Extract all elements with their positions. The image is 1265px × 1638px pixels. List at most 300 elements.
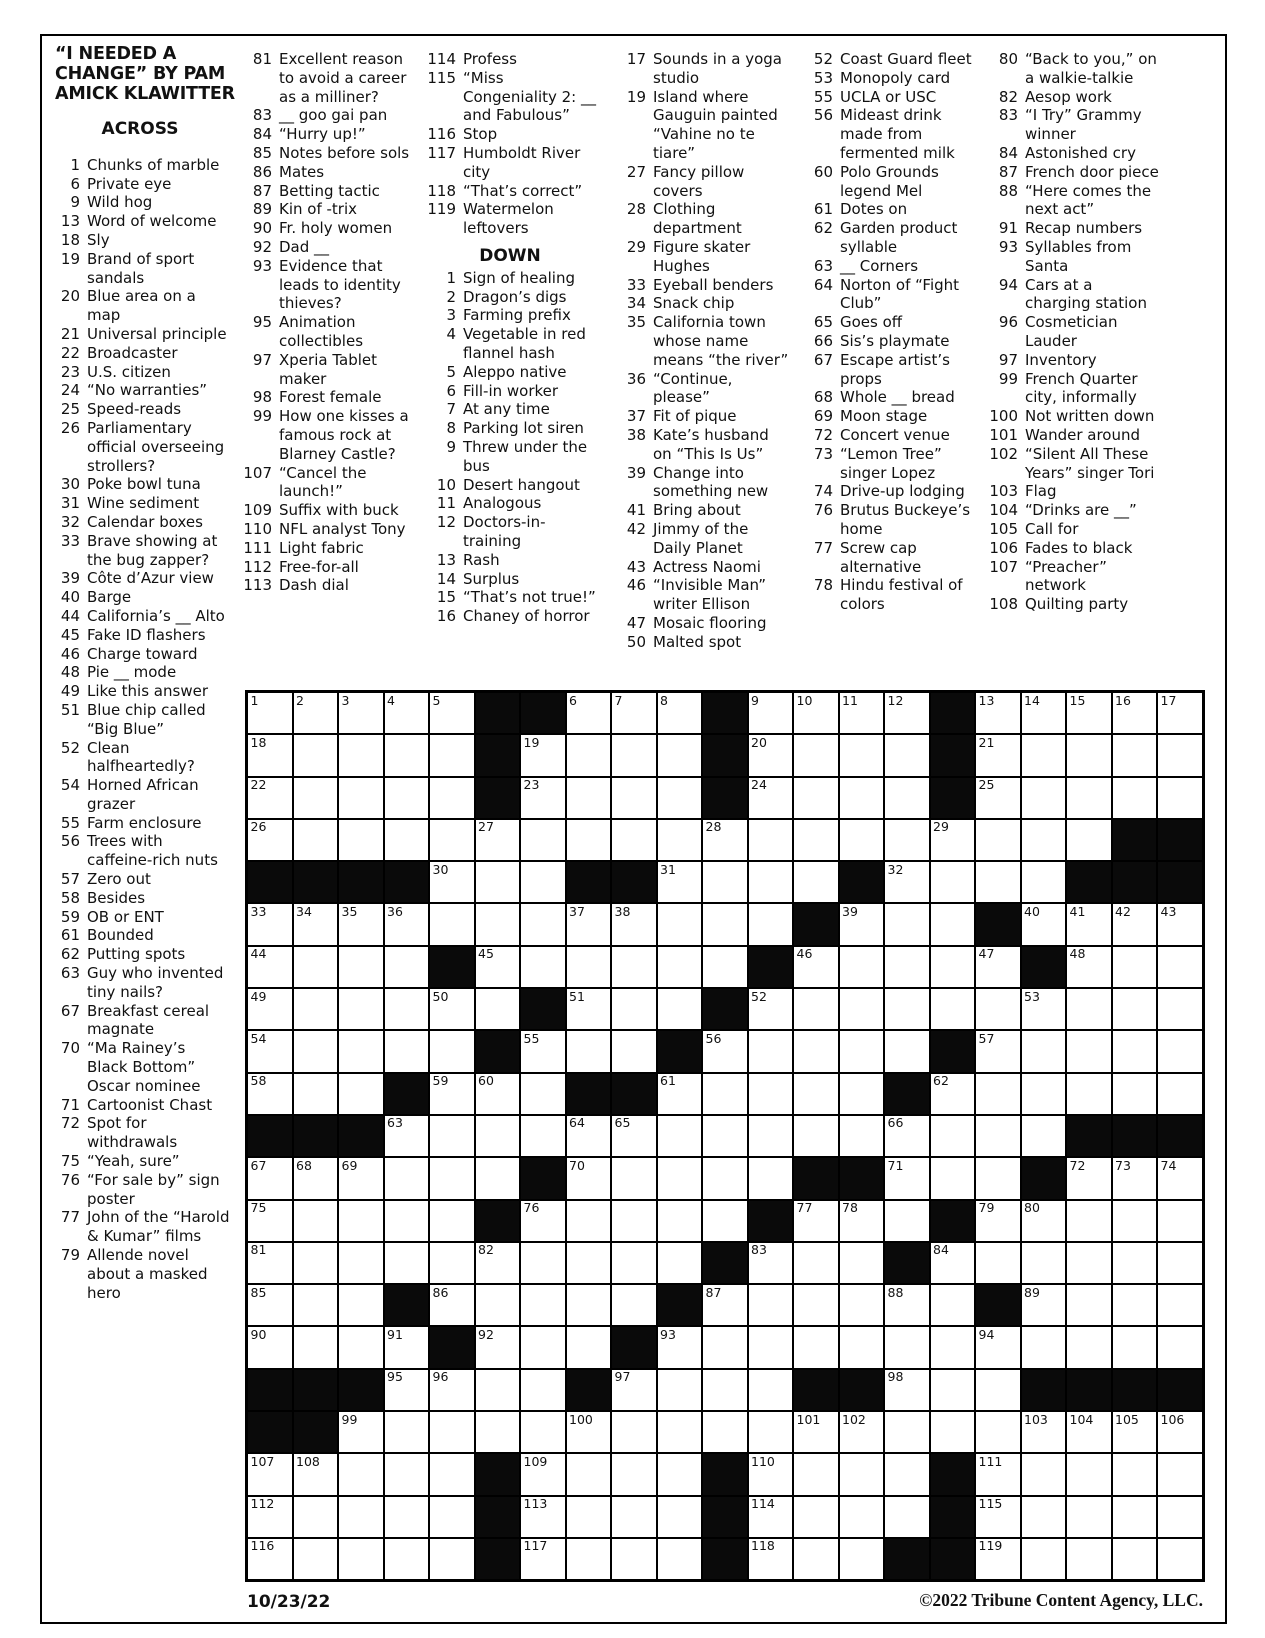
grid-cell[interactable] <box>567 778 611 818</box>
grid-cell[interactable] <box>567 989 611 1029</box>
grid-cell[interactable] <box>885 735 929 775</box>
grid-cell[interactable] <box>521 820 565 860</box>
grid-cell[interactable] <box>476 1074 520 1114</box>
grid-cell[interactable] <box>521 735 565 775</box>
grid-cell[interactable] <box>248 1454 292 1494</box>
grid-cell[interactable] <box>749 1370 793 1410</box>
grid-cell[interactable] <box>794 862 838 902</box>
grid-cell[interactable] <box>885 1327 929 1367</box>
grid-cell[interactable] <box>749 1497 793 1537</box>
grid-cell[interactable] <box>1022 904 1066 944</box>
grid-cell[interactable] <box>430 989 474 1029</box>
grid-cell[interactable] <box>1158 778 1202 818</box>
grid-cell[interactable] <box>430 1158 474 1198</box>
grid-cell[interactable] <box>567 1243 611 1283</box>
grid-cell[interactable] <box>1158 947 1202 987</box>
grid-cell[interactable] <box>840 1116 884 1156</box>
grid-cell[interactable] <box>931 1243 975 1283</box>
grid-cell[interactable] <box>1113 1158 1157 1198</box>
grid-cell[interactable] <box>1158 1074 1202 1114</box>
grid-cell[interactable] <box>1067 1243 1111 1283</box>
grid-cell[interactable] <box>385 820 429 860</box>
grid-cell[interactable] <box>430 778 474 818</box>
grid-cell[interactable] <box>294 1327 338 1367</box>
grid-cell[interactable] <box>976 947 1020 987</box>
grid-cell[interactable] <box>1158 904 1202 944</box>
grid-cell[interactable] <box>840 735 884 775</box>
grid-cell[interactable] <box>840 947 884 987</box>
grid-cell[interactable] <box>430 735 474 775</box>
grid-cell[interactable] <box>703 1327 747 1367</box>
grid-cell[interactable] <box>1022 1031 1066 1071</box>
grid-cell[interactable] <box>430 1116 474 1156</box>
grid-cell[interactable] <box>1158 1285 1202 1325</box>
grid-cell[interactable] <box>794 1412 838 1452</box>
grid-cell[interactable] <box>430 1243 474 1283</box>
grid-cell[interactable] <box>976 1412 1020 1452</box>
grid-cell[interactable] <box>1022 989 1066 1029</box>
grid-cell[interactable] <box>1022 1201 1066 1241</box>
grid-cell[interactable] <box>885 989 929 1029</box>
grid-cell[interactable] <box>885 862 929 902</box>
grid-cell[interactable] <box>1158 989 1202 1029</box>
grid-cell[interactable] <box>840 989 884 1029</box>
grid-cell[interactable] <box>976 1497 1020 1537</box>
grid-cell[interactable] <box>1067 989 1111 1029</box>
grid-cell[interactable] <box>248 735 292 775</box>
grid-cell[interactable] <box>385 1539 429 1579</box>
grid-cell[interactable] <box>248 1243 292 1283</box>
grid-cell[interactable] <box>1113 1412 1157 1452</box>
grid-cell[interactable] <box>385 693 429 733</box>
grid-cell[interactable] <box>658 1158 702 1198</box>
grid-cell[interactable] <box>976 989 1020 1029</box>
grid-cell[interactable] <box>931 1158 975 1198</box>
grid-cell[interactable] <box>1067 1412 1111 1452</box>
grid-cell[interactable] <box>749 1243 793 1283</box>
grid-cell[interactable] <box>612 947 656 987</box>
grid-cell[interactable] <box>339 820 383 860</box>
grid-cell[interactable] <box>749 1116 793 1156</box>
grid-cell[interactable] <box>385 947 429 987</box>
grid-cell[interactable] <box>612 1116 656 1156</box>
grid-cell[interactable] <box>294 904 338 944</box>
grid-cell[interactable] <box>339 1031 383 1071</box>
grid-cell[interactable] <box>248 1031 292 1071</box>
grid-cell[interactable] <box>885 1412 929 1452</box>
grid-cell[interactable] <box>749 820 793 860</box>
grid-cell[interactable] <box>658 1327 702 1367</box>
grid-cell[interactable] <box>658 1454 702 1494</box>
grid-cell[interactable] <box>931 904 975 944</box>
grid-cell[interactable] <box>1022 1116 1066 1156</box>
grid-cell[interactable] <box>612 1497 656 1537</box>
grid-cell[interactable] <box>476 1158 520 1198</box>
grid-cell[interactable] <box>658 693 702 733</box>
grid-cell[interactable] <box>1113 1454 1157 1494</box>
grid-cell[interactable] <box>794 778 838 818</box>
grid-cell[interactable] <box>1022 735 1066 775</box>
grid-cell[interactable] <box>567 1327 611 1367</box>
grid-cell[interactable] <box>339 947 383 987</box>
grid-cell[interactable] <box>658 1370 702 1410</box>
grid-cell[interactable] <box>794 1454 838 1494</box>
grid-cell[interactable] <box>612 1158 656 1198</box>
grid-cell[interactable] <box>885 947 929 987</box>
grid-cell[interactable] <box>749 1454 793 1494</box>
grid-cell[interactable] <box>976 1243 1020 1283</box>
grid-cell[interactable] <box>521 778 565 818</box>
grid-cell[interactable] <box>521 1074 565 1114</box>
grid-cell[interactable] <box>749 989 793 1029</box>
grid-cell[interactable] <box>612 1031 656 1071</box>
grid-cell[interactable] <box>794 1327 838 1367</box>
grid-cell[interactable] <box>931 1412 975 1452</box>
grid-cell[interactable] <box>612 1370 656 1410</box>
grid-cell[interactable] <box>1113 1497 1157 1537</box>
grid-cell[interactable] <box>931 1370 975 1410</box>
grid-cell[interactable] <box>658 1539 702 1579</box>
grid-cell[interactable] <box>840 1074 884 1114</box>
grid-cell[interactable] <box>1158 1454 1202 1494</box>
grid-cell[interactable] <box>521 947 565 987</box>
grid-cell[interactable] <box>658 1116 702 1156</box>
grid-cell[interactable] <box>794 1285 838 1325</box>
grid-cell[interactable] <box>521 1201 565 1241</box>
grid-cell[interactable] <box>385 1454 429 1494</box>
grid-cell[interactable] <box>703 1158 747 1198</box>
grid-cell[interactable] <box>1067 1201 1111 1241</box>
grid-cell[interactable] <box>339 989 383 1029</box>
grid-cell[interactable] <box>567 820 611 860</box>
grid-cell[interactable] <box>612 1412 656 1452</box>
grid-cell[interactable] <box>794 1116 838 1156</box>
grid-cell[interactable] <box>567 947 611 987</box>
grid-cell[interactable] <box>567 1454 611 1494</box>
grid-cell[interactable] <box>1067 820 1111 860</box>
grid-cell[interactable] <box>703 1116 747 1156</box>
grid-cell[interactable] <box>703 904 747 944</box>
grid-cell[interactable] <box>521 1243 565 1283</box>
grid-cell[interactable] <box>294 1285 338 1325</box>
grid-cell[interactable] <box>1113 1074 1157 1114</box>
grid-cell[interactable] <box>703 1412 747 1452</box>
grid-cell[interactable] <box>658 862 702 902</box>
grid-cell[interactable] <box>521 1454 565 1494</box>
grid-cell[interactable] <box>1022 1454 1066 1494</box>
grid-cell[interactable] <box>1022 1243 1066 1283</box>
grid-cell[interactable] <box>976 1370 1020 1410</box>
grid-cell[interactable] <box>1067 1539 1111 1579</box>
grid-cell[interactable] <box>749 693 793 733</box>
grid-cell[interactable] <box>339 1454 383 1494</box>
grid-cell[interactable] <box>476 1243 520 1283</box>
grid-cell[interactable] <box>703 820 747 860</box>
grid-cell[interactable] <box>476 1412 520 1452</box>
grid-cell[interactable] <box>294 989 338 1029</box>
grid-cell[interactable] <box>248 1539 292 1579</box>
grid-cell[interactable] <box>840 1412 884 1452</box>
grid-cell[interactable] <box>976 1116 1020 1156</box>
grid-cell[interactable] <box>567 1031 611 1071</box>
grid-cell[interactable] <box>385 735 429 775</box>
grid-cell[interactable] <box>794 1539 838 1579</box>
grid-cell[interactable] <box>1113 1243 1157 1283</box>
grid-cell[interactable] <box>1158 1158 1202 1198</box>
grid-cell[interactable] <box>976 778 1020 818</box>
grid-cell[interactable] <box>658 1412 702 1452</box>
grid-cell[interactable] <box>749 1031 793 1071</box>
grid-cell[interactable] <box>521 1285 565 1325</box>
grid-cell[interactable] <box>1158 1031 1202 1071</box>
grid-cell[interactable] <box>840 1285 884 1325</box>
grid-cell[interactable] <box>521 904 565 944</box>
grid-cell[interactable] <box>430 1412 474 1452</box>
grid-cell[interactable] <box>521 862 565 902</box>
grid-cell[interactable] <box>567 1116 611 1156</box>
grid-cell[interactable] <box>476 1327 520 1367</box>
grid-cell[interactable] <box>749 1412 793 1452</box>
grid-cell[interactable] <box>885 1201 929 1241</box>
grid-cell[interactable] <box>703 1074 747 1114</box>
grid-cell[interactable] <box>294 1158 338 1198</box>
grid-cell[interactable] <box>430 862 474 902</box>
grid-cell[interactable] <box>840 820 884 860</box>
grid-cell[interactable] <box>658 1201 702 1241</box>
grid-cell[interactable] <box>430 1031 474 1071</box>
grid-cell[interactable] <box>1067 1497 1111 1537</box>
grid-cell[interactable] <box>749 862 793 902</box>
grid-cell[interactable] <box>1158 735 1202 775</box>
grid-cell[interactable] <box>1113 1285 1157 1325</box>
grid-cell[interactable] <box>567 1539 611 1579</box>
grid-cell[interactable] <box>339 735 383 775</box>
grid-cell[interactable] <box>703 1370 747 1410</box>
grid-cell[interactable] <box>430 693 474 733</box>
grid-cell[interactable] <box>749 1285 793 1325</box>
grid-cell[interactable] <box>885 1454 929 1494</box>
grid-cell[interactable] <box>976 862 1020 902</box>
grid-cell[interactable] <box>385 904 429 944</box>
grid-cell[interactable] <box>521 1539 565 1579</box>
grid-cell[interactable] <box>385 1116 429 1156</box>
grid-cell[interactable] <box>567 904 611 944</box>
grid-cell[interactable] <box>1022 820 1066 860</box>
grid-cell[interactable] <box>1022 1497 1066 1537</box>
grid-cell[interactable] <box>612 1243 656 1283</box>
grid-cell[interactable] <box>385 1327 429 1367</box>
grid-cell[interactable] <box>521 1327 565 1367</box>
grid-cell[interactable] <box>931 862 975 902</box>
grid-cell[interactable] <box>1067 1074 1111 1114</box>
grid-cell[interactable] <box>658 947 702 987</box>
grid-cell[interactable] <box>931 1074 975 1114</box>
grid-cell[interactable] <box>794 1243 838 1283</box>
grid-cell[interactable] <box>430 1201 474 1241</box>
grid-cell[interactable] <box>1022 1539 1066 1579</box>
grid-cell[interactable] <box>1158 1243 1202 1283</box>
grid-cell[interactable] <box>794 735 838 775</box>
grid-cell[interactable] <box>385 989 429 1029</box>
grid-cell[interactable] <box>1158 1201 1202 1241</box>
grid-cell[interactable] <box>294 735 338 775</box>
grid-cell[interactable] <box>749 904 793 944</box>
grid-cell[interactable] <box>339 904 383 944</box>
grid-cell[interactable] <box>931 1116 975 1156</box>
grid-cell[interactable] <box>339 1412 383 1452</box>
grid-cell[interactable] <box>794 947 838 987</box>
grid-cell[interactable] <box>885 1158 929 1198</box>
grid-cell[interactable] <box>430 1285 474 1325</box>
grid-cell[interactable] <box>294 1074 338 1114</box>
grid-cell[interactable] <box>248 1201 292 1241</box>
grid-cell[interactable] <box>703 947 747 987</box>
grid-cell[interactable] <box>976 1327 1020 1367</box>
grid-cell[interactable] <box>794 1201 838 1241</box>
grid-cell[interactable] <box>885 1285 929 1325</box>
grid-cell[interactable] <box>294 1243 338 1283</box>
grid-cell[interactable] <box>385 1201 429 1241</box>
grid-cell[interactable] <box>476 1370 520 1410</box>
grid-cell[interactable] <box>749 735 793 775</box>
grid-cell[interactable] <box>430 820 474 860</box>
grid-cell[interactable] <box>248 820 292 860</box>
grid-cell[interactable] <box>567 1412 611 1452</box>
grid-cell[interactable] <box>248 1497 292 1537</box>
grid-cell[interactable] <box>294 820 338 860</box>
grid-cell[interactable] <box>567 1497 611 1537</box>
grid-cell[interactable] <box>430 1539 474 1579</box>
grid-cell[interactable] <box>1158 1327 1202 1367</box>
grid-cell[interactable] <box>248 904 292 944</box>
grid-cell[interactable] <box>248 1158 292 1198</box>
grid-cell[interactable] <box>840 1201 884 1241</box>
grid-cell[interactable] <box>885 1370 929 1410</box>
grid-cell[interactable] <box>294 947 338 987</box>
grid-cell[interactable] <box>612 1201 656 1241</box>
grid-cell[interactable] <box>476 1285 520 1325</box>
grid-cell[interactable] <box>749 1539 793 1579</box>
grid-cell[interactable] <box>703 1285 747 1325</box>
grid-cell[interactable] <box>1022 778 1066 818</box>
grid-cell[interactable] <box>385 1158 429 1198</box>
grid-cell[interactable] <box>521 1370 565 1410</box>
grid-cell[interactable] <box>339 1497 383 1537</box>
grid-cell[interactable] <box>794 989 838 1029</box>
grid-cell[interactable] <box>1067 735 1111 775</box>
grid-cell[interactable] <box>612 1539 656 1579</box>
grid-cell[interactable] <box>430 1370 474 1410</box>
grid-cell[interactable] <box>248 947 292 987</box>
grid-cell[interactable] <box>749 778 793 818</box>
grid-cell[interactable] <box>294 778 338 818</box>
grid-cell[interactable] <box>339 1539 383 1579</box>
grid-cell[interactable] <box>976 1158 1020 1198</box>
grid-cell[interactable] <box>749 1074 793 1114</box>
grid-cell[interactable] <box>339 1285 383 1325</box>
grid-cell[interactable] <box>658 904 702 944</box>
grid-cell[interactable] <box>294 1201 338 1241</box>
grid-cell[interactable] <box>1113 735 1157 775</box>
grid-cell[interactable] <box>476 904 520 944</box>
grid-cell[interactable] <box>976 693 1020 733</box>
grid-cell[interactable] <box>749 1158 793 1198</box>
grid-cell[interactable] <box>521 1116 565 1156</box>
grid-cell[interactable] <box>476 947 520 987</box>
grid-cell[interactable] <box>385 778 429 818</box>
grid-cell[interactable] <box>476 820 520 860</box>
grid-cell[interactable] <box>612 1285 656 1325</box>
grid-cell[interactable] <box>658 735 702 775</box>
grid-cell[interactable] <box>703 1201 747 1241</box>
grid-cell[interactable] <box>1022 1412 1066 1452</box>
grid-cell[interactable] <box>294 1031 338 1071</box>
grid-cell[interactable] <box>612 778 656 818</box>
grid-cell[interactable] <box>567 735 611 775</box>
grid-cell[interactable] <box>931 1327 975 1367</box>
grid-cell[interactable] <box>339 1158 383 1198</box>
grid-cell[interactable] <box>612 1454 656 1494</box>
grid-cell[interactable] <box>794 1031 838 1071</box>
grid-cell[interactable] <box>339 778 383 818</box>
grid-cell[interactable] <box>1067 778 1111 818</box>
grid-cell[interactable] <box>658 1074 702 1114</box>
grid-cell[interactable] <box>1022 1285 1066 1325</box>
grid-cell[interactable] <box>339 693 383 733</box>
grid-cell[interactable] <box>476 989 520 1029</box>
grid-cell[interactable] <box>1113 778 1157 818</box>
grid-cell[interactable] <box>521 1031 565 1071</box>
grid-cell[interactable] <box>294 1497 338 1537</box>
grid-cell[interactable] <box>1067 1327 1111 1367</box>
grid-cell[interactable] <box>1158 693 1202 733</box>
grid-cell[interactable] <box>1067 1285 1111 1325</box>
grid-cell[interactable] <box>521 1497 565 1537</box>
grid-cell[interactable] <box>976 820 1020 860</box>
grid-cell[interactable] <box>567 1158 611 1198</box>
grid-cell[interactable] <box>1113 1539 1157 1579</box>
grid-cell[interactable] <box>885 1497 929 1537</box>
grid-cell[interactable] <box>885 693 929 733</box>
grid-cell[interactable] <box>703 1031 747 1071</box>
grid-cell[interactable] <box>385 1031 429 1071</box>
grid-cell[interactable] <box>339 1201 383 1241</box>
grid-cell[interactable] <box>794 1074 838 1114</box>
grid-cell[interactable] <box>1158 1539 1202 1579</box>
grid-cell[interactable] <box>294 1539 338 1579</box>
grid-cell[interactable] <box>885 904 929 944</box>
grid-cell[interactable] <box>294 693 338 733</box>
grid-cell[interactable] <box>976 1539 1020 1579</box>
grid-cell[interactable] <box>885 820 929 860</box>
grid-cell[interactable] <box>840 693 884 733</box>
grid-cell[interactable] <box>1067 904 1111 944</box>
grid-cell[interactable] <box>658 820 702 860</box>
grid-cell[interactable] <box>567 1201 611 1241</box>
grid-cell[interactable] <box>840 1539 884 1579</box>
grid-cell[interactable] <box>794 1497 838 1537</box>
grid-cell[interactable] <box>1158 1497 1202 1537</box>
grid-cell[interactable] <box>612 904 656 944</box>
grid-cell[interactable] <box>976 735 1020 775</box>
grid-cell[interactable] <box>385 1497 429 1537</box>
grid-cell[interactable] <box>339 1074 383 1114</box>
grid-cell[interactable] <box>840 1327 884 1367</box>
grid-cell[interactable] <box>840 1497 884 1537</box>
grid-cell[interactable] <box>612 735 656 775</box>
grid-cell[interactable] <box>658 989 702 1029</box>
grid-cell[interactable] <box>840 778 884 818</box>
